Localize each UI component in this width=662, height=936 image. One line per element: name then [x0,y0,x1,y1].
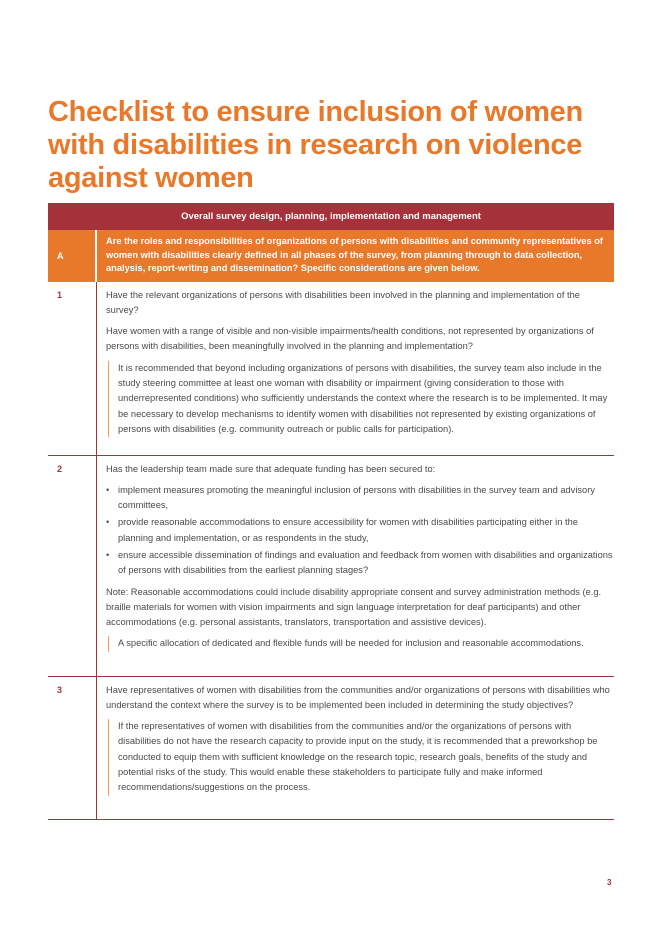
page-title: Checklist to ensure inclusion of women with disabilities in research on violence against women [48,96,583,194]
table-row [48,282,614,456]
table-header: Overall survey design, planning, implementation and management [48,203,614,230]
question: Have representatives of women with disabilities from the communities and/or organizations of persons with disabilities who understand the context where the survey is to be implemented been included in determining the study objectives? [106,684,610,710]
recommendation-note: It is recommended that beyond including organizations of persons with disabilities, the survey team also include in the study steering committee at least one woman with disability or impairment (giving consideration to those with underrepresented conditions) who sufficiently understands the context where the research is to be implemented. It may be necessary to develop mechanisms to identify women with disabilities not represented by existing organizations of persons with disabilities (e.g. community outreach or public calls for participation). [108,361,614,437]
table-row [48,456,614,677]
row-number: 2 [48,456,97,676]
section-row [48,230,614,282]
row-number: 1 [48,282,97,455]
section-question: Are the roles and responsibilities of organizations of persons with disabilities and community representatives of women with disabilities clearly defined in all phases of the survey, from planning through to data collection, analysis, report-writing and dissemination? Specific considerations are given below. [106,236,603,273]
recommendation-note: A specific allocation of dedicated and flexible funds will be needed for inclusion and reasonable accommodations. [108,636,614,651]
list-item: • implement measures promoting the meaningful inclusion of persons with disabilities in the survey team and advisory committees, [106,484,595,511]
section-id: A [48,230,97,282]
table-row [48,677,614,820]
question: Have the relevant organizations of persons with disabilities been involved in the planning and implementation of the survey? [106,289,580,315]
question: Have women with a range of visible and non-visible impairments/health conditions, not represented by organizations of persons with disabilities, been meaningfully involved in the planning and implementation? [106,326,594,352]
recommendation-note: If the representatives of women with disabilities from the communities and/or the organizations of persons with disabilities do not have the research capacity to provide input on the study, it is recommended that a preworkshop be conducted to equip them with sufficient knowledge on the research topic, research goals, benefits of the study and potential risks of the study. This would enable these stakeholders to participate fully and make informed recommendations/suggestions on the process. [108,719,614,795]
list-item: • provide reasonable accommodations to ensure accessibility for women with disabilities participating either in the planning and implementation, or as respondents in the study, [106,517,578,543]
list-item: • ensure accessible dissemination of findings and evaluation and feedback from women with disabilities and organizations of persons with disabilities from the earliest planning stages? [106,549,613,576]
row-number: 3 [48,677,97,819]
question: Has the leadership team made sure that adequate funding has been secured to: [106,463,436,474]
bullet-icon: • [106,484,110,495]
checklist-table [48,203,614,820]
note-text: Note: Reasonable accommodations could include disability appropriate consent and survey administration methods (e.g. braille materials for women with vision impairments and sign language interpretation for deaf participants) and other accommodations (e.g. personal assistants, translators, transportation and assistive devices). [106,586,602,628]
bullet-list [106,483,614,579]
bullet-icon: • [106,549,110,560]
page-number: 3 [607,878,612,887]
bullet-icon: • [106,517,110,528]
